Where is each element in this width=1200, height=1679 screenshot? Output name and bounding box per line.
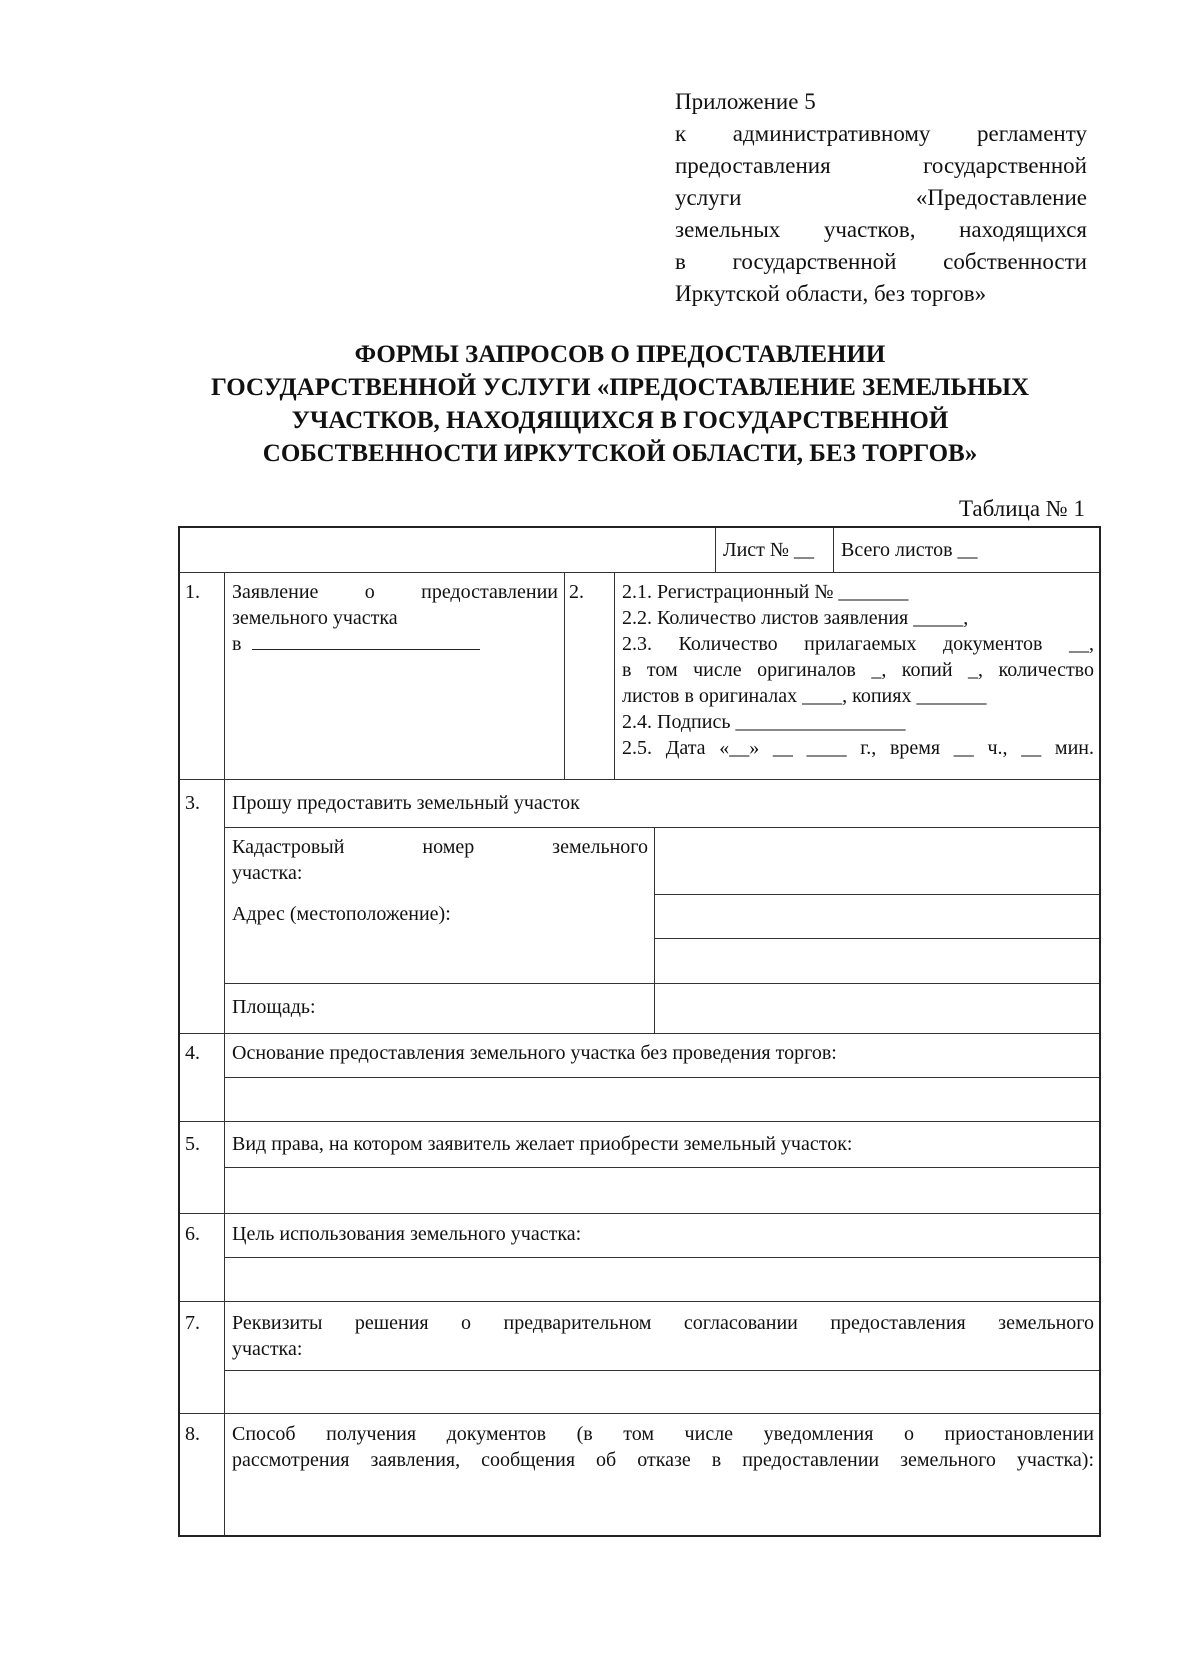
delivery-method-label: Способ получения документов (в том числе уведомления о приостановлении [232,1423,1094,1445]
address-label: Адрес (местоположение): [232,903,451,925]
header-divider [715,528,716,572]
row-number: 6. [185,1223,200,1245]
row-divider [180,1121,1099,1122]
row-divider [180,1413,1099,1414]
right-type-field[interactable] [224,1167,1099,1168]
appendix-header [675,86,1087,310]
request-form-table [178,526,1101,1537]
area-label: Площадь: [232,996,316,1018]
application-title-line: земельного участка [232,607,398,629]
application-title-line: Заявление о предоставлении [232,581,558,603]
column-divider [614,572,615,779]
right-type-label: Вид права, на котором заявитель желает приобрести земельный участок: [232,1133,853,1155]
column-divider [654,827,655,1033]
row-divider [180,1301,1099,1302]
row-number: 4. [185,1042,200,1064]
title-line: ГОСУДАРСТВЕННОЙ УСЛУГИ «ПРЕДОСТАВЛЕНИЕ ЗЕМЕЛЬНЫХ [210,374,1030,401]
appendix-line: предоставления государственной [675,153,1087,178]
row-number: 7. [185,1312,200,1334]
purpose-label: Цель использования земельного участка: [232,1223,582,1245]
appendix-line: к административному регламенту [675,121,1087,146]
row-number: 3. [185,792,200,814]
approval-details-label: участка: [232,1338,303,1360]
delivery-method-label: рассмотрения заявления, сообщения об отказе в предоставлении земельного участка): [232,1449,1094,1471]
appendix-line: услуги «Предоставление [675,185,1087,210]
address-field[interactable] [654,938,1099,939]
cadastral-number-field[interactable] [654,894,1099,895]
row-number: 2. [569,581,584,603]
registration-line: в том числе оригиналов _, копий _, количество [622,659,1094,681]
approval-details-label: Реквизиты решения о предварительном согласовании предоставления земельного [232,1312,1094,1334]
cadastral-number-label: Кадастровый номер земельного [232,836,648,858]
address-field[interactable] [224,983,1099,984]
sheet-number-field[interactable]: Лист № __ [723,539,814,561]
row-divider [180,572,1099,573]
title-line: СОБСТВЕННОСТИ ИРКУТСКОЙ ОБЛАСТИ, БЕЗ ТОРГОВ» [262,440,978,467]
row-divider [180,1033,1099,1034]
recipient-field[interactable] [252,631,480,650]
registration-line: 2.3. Количество прилагаемых документов __, [622,633,1094,655]
title-line: ФОРМЫ ЗАПРОСОВ О ПРЕДОСТАВЛЕНИИ [354,341,886,368]
registration-line: 2.5. Дата «__» __ ____ г., время __ ч., __ мин. [622,737,1094,759]
column-divider [564,572,565,779]
appendix-line: в государственной собственности [675,249,1087,274]
row-divider [180,779,1099,780]
row-divider [224,827,1099,828]
approval-details-field[interactable] [224,1370,1099,1371]
registration-line: 2.1. Регистрационный № _______ [622,581,909,603]
title-line: УЧАСТКОВ, НАХОДЯЩИХСЯ В ГОСУДАРСТВЕННОЙ [291,407,949,434]
appendix-line: Приложение 5 [675,89,816,114]
row-number: 5. [185,1133,200,1155]
appendix-line: Иркутской области, без торгов» [675,281,987,306]
number-column-divider [224,572,225,1535]
total-sheets-field[interactable]: Всего листов __ [841,539,978,561]
purpose-field[interactable] [224,1257,1099,1258]
table-label: Таблица № 1 [958,496,1085,521]
document-title [150,338,1090,470]
row-divider [180,1213,1099,1214]
grounds-field[interactable] [224,1077,1099,1078]
row-number: 1. [185,581,200,603]
registration-line: 2.2. Количество листов заявления _____, [622,607,969,629]
grounds-label: Основание предоставления земельного участка без проведения торгов: [232,1042,837,1064]
registration-line: 2.4. Подпись _________________ [622,711,906,733]
appendix-line: земельных участков, находящихся [675,217,1087,242]
row-number: 8. [185,1423,200,1445]
cadastral-number-label: участка: [232,862,303,884]
application-recipient-label: в [232,631,480,657]
row-heading: Прошу предоставить земельный участок [232,792,580,814]
header-divider [833,528,834,572]
registration-line: листов в оригиналах ____, копиях _______ [622,685,987,707]
